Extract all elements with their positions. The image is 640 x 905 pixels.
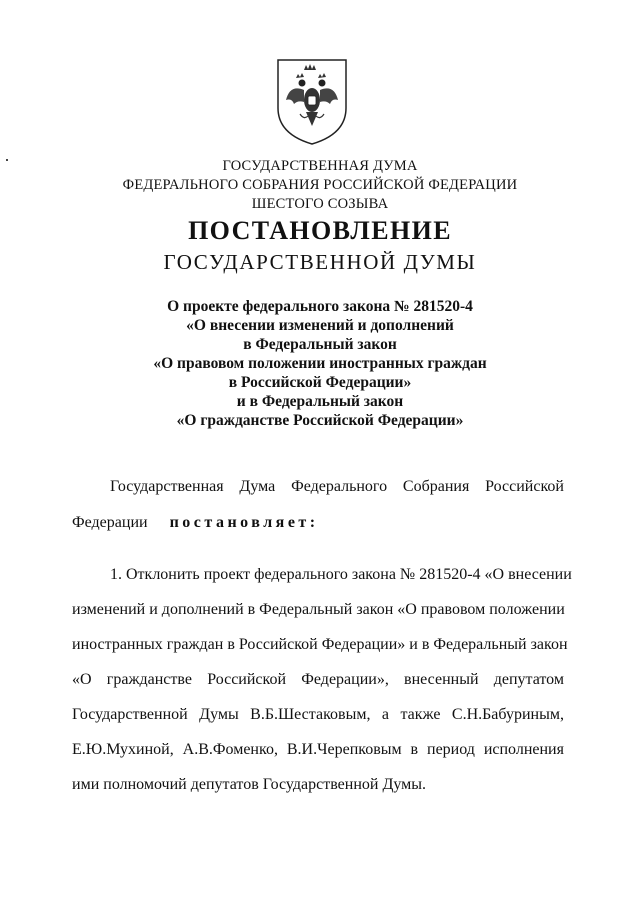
subject-line: в Федеральный закон bbox=[243, 336, 397, 353]
paragraph-1-line bbox=[72, 741, 564, 759]
paragraph-word: в bbox=[410, 741, 419, 758]
paragraph-1-line: 1. Отклонить проект федерального закона № 281520-4 «О внесении bbox=[110, 566, 572, 583]
paragraph-1-line bbox=[72, 671, 564, 689]
preamble-word: Российской bbox=[485, 478, 564, 495]
subject-line: «О правовом положении иностранных граждан bbox=[153, 355, 487, 372]
subject-line: «О гражданстве Российской Федерации» bbox=[176, 412, 464, 429]
subject-line: О проекте федерального закона № 281520-4 bbox=[167, 298, 473, 315]
preamble-line-1 bbox=[110, 478, 564, 496]
header-org-line: ГОСУДАРСТВЕННАЯ ДУМА bbox=[222, 158, 418, 174]
paragraph-word: период bbox=[427, 741, 475, 758]
paragraph-1-line bbox=[72, 706, 564, 724]
decree-word: постановляет: bbox=[169, 514, 319, 531]
header-convocation-line: ШЕСТОГО СОЗЫВА bbox=[251, 196, 389, 212]
paragraph-word: внесенный bbox=[404, 671, 479, 688]
paragraph-word: «О bbox=[72, 671, 92, 688]
paragraph-word: Думы bbox=[199, 706, 239, 723]
paragraph-word: В.Б.Шестаковым, bbox=[250, 706, 371, 723]
document-subtitle: ГОСУДАРСТВЕННОЙ ДУМЫ bbox=[163, 250, 477, 274]
subject-line: «О внесении изменений и дополнений bbox=[186, 317, 454, 334]
paragraph-1-line: ими полномочий депутатов Государственной Думы. bbox=[72, 776, 427, 793]
paragraph-word: Е.Ю.Мухиной, bbox=[72, 741, 174, 758]
paragraph-word: также bbox=[400, 706, 441, 723]
subject-line: и в Федеральный закон bbox=[236, 393, 404, 410]
paragraph-word: Российской bbox=[207, 671, 287, 688]
preamble-word: Собрания bbox=[402, 478, 470, 495]
document-title: ПОСТАНОВЛЕНИЕ bbox=[188, 216, 452, 245]
paragraph-word: Государственной bbox=[72, 706, 188, 723]
paragraph-word: А.В.Фоменко, bbox=[182, 741, 278, 758]
paragraph-word: С.Н.Бабуриным, bbox=[451, 706, 564, 723]
header-assembly-line: ФЕДЕРАЛЬНОГО СОБРАНИЯ РОССИЙСКОЙ ФЕДЕРАЦИИ bbox=[122, 177, 518, 193]
paragraph-word: исполнения bbox=[483, 741, 564, 758]
paragraph-word: а bbox=[381, 706, 389, 723]
preamble-word: Государственная bbox=[110, 478, 224, 495]
preamble-word: Дума bbox=[239, 478, 276, 495]
preamble-word: Федерации bbox=[72, 514, 148, 531]
paragraph-word: гражданстве bbox=[106, 671, 192, 688]
paragraph-word: депутатом bbox=[493, 671, 564, 688]
coat-of-arms-icon bbox=[272, 56, 352, 146]
paragraph-word: Федерации», bbox=[301, 671, 389, 688]
paragraph-word: В.И.Черепковым bbox=[286, 741, 402, 758]
subject-line: в Российской Федерации» bbox=[228, 374, 412, 391]
paragraph-1-line: изменений и дополнений в Федеральный закон «О правовом положении bbox=[72, 601, 565, 618]
paragraph-1-line: иностранных граждан в Российской Федерации» и в Федеральный закон bbox=[72, 636, 568, 653]
preamble-word: Федерального bbox=[291, 478, 388, 495]
preamble-line-2 bbox=[72, 514, 564, 532]
